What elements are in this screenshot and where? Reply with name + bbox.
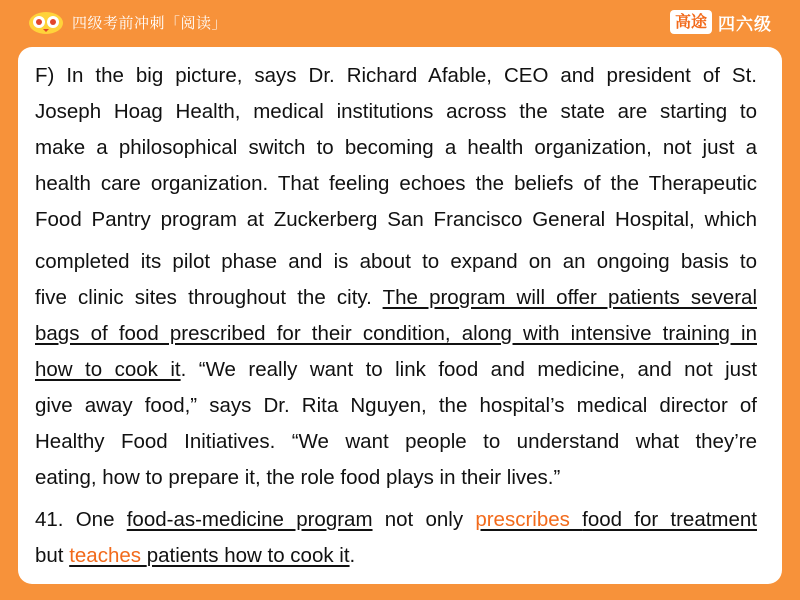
question-underline: food-as-medicine program (126, 508, 373, 531)
question-text: not only (372, 508, 476, 531)
brand-logo (670, 9, 772, 35)
passage-paragraph (35, 58, 757, 496)
passage-line: completed its pilot phase and is about to expand on an ongoing basis to (35, 250, 757, 273)
answer-keyword: teaches (69, 544, 147, 567)
brand-level: 四六级 (718, 14, 772, 35)
passage-line: health care organization. That feeling echoes the beliefs of the Therapeutic (35, 172, 757, 195)
passage-line (35, 316, 757, 352)
reading-content (35, 58, 757, 574)
passage-text: . “We really want to link food and medicine, and not just (180, 358, 758, 381)
passage-line (35, 352, 757, 388)
page-title: 四级考前冲刺「阅读」 (72, 14, 228, 32)
question-text: One (75, 508, 127, 531)
question-underline: food for treatment (582, 508, 757, 531)
passage-line: give away food,” says Dr. Rita Nguyen, the hospital’s medical director of (35, 394, 757, 417)
passage-line: make a philosophical switch to becoming a health organization, not just a (35, 136, 757, 159)
question-number: 41. (35, 508, 64, 531)
question-line (35, 538, 757, 574)
content-card (18, 47, 782, 584)
passage-line: Healthy Food Initiatives. “We want people to understand what they’re (35, 430, 757, 453)
question-text: . (349, 544, 356, 567)
underlined-sentence: how to cook it (35, 358, 181, 381)
answer-keyword: prescribes (475, 508, 583, 531)
passage-line: Food Pantry program at Zuckerberg San Francisco General Hospital, which (35, 208, 757, 231)
passage-line: F) In the big picture, says Dr. Richard Afable, CEO and president of St. (35, 64, 757, 87)
passage-line: Joseph Hoag Health, medical institutions across the state are starting to (35, 100, 757, 123)
header-bar (0, 0, 800, 44)
passage-line (35, 280, 757, 316)
question-41 (35, 502, 757, 574)
question-underline: patients how to cook it (146, 544, 350, 567)
underlined-sentence: The program will offer patients several (382, 286, 757, 309)
owl-logo-icon (28, 9, 64, 35)
passage-line: eating, how to prepare it, the role food plays in their lives.” (35, 466, 561, 489)
question-line (35, 502, 757, 538)
passage-text: five clinic sites throughout the city. (35, 286, 383, 309)
brand-gaotu: 高途 (670, 10, 712, 34)
underlined-sentence: bags of food prescribed for their condition, along with intensive training in (35, 322, 757, 345)
question-text: but (35, 544, 70, 567)
